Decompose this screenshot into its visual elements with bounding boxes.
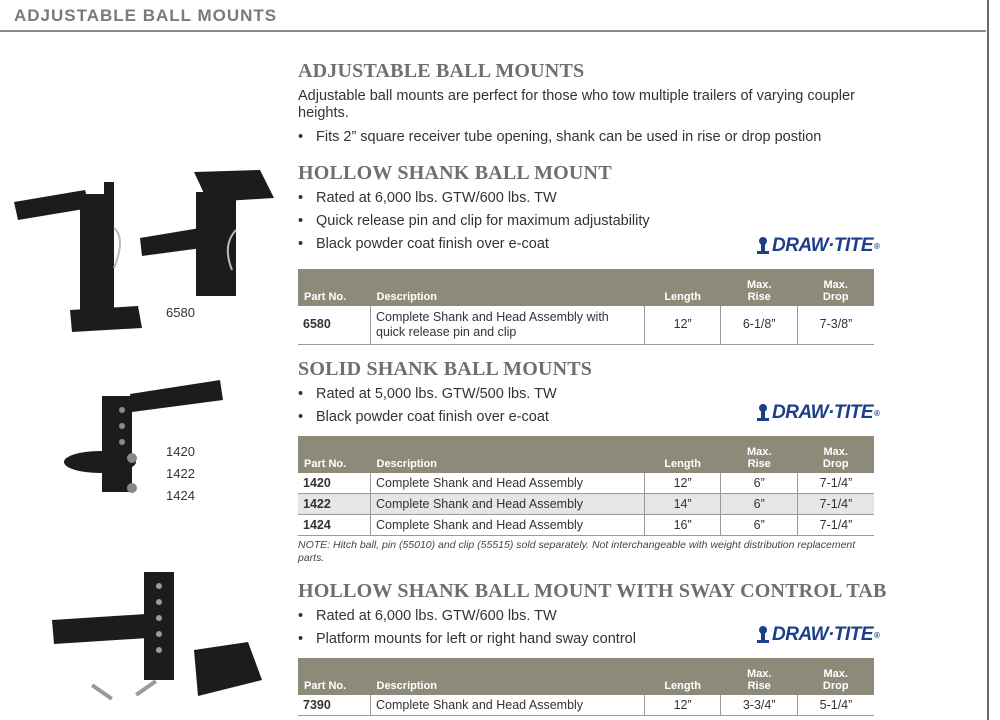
spec-table-sway	[298, 658, 874, 716]
image-labels-solid	[166, 441, 195, 507]
hitch-logo-icon	[756, 626, 770, 644]
product-image-1420	[60, 378, 230, 503]
page-header	[0, 0, 986, 32]
hitch-logo-icon	[756, 404, 770, 422]
col-header-part: Part No.	[298, 269, 371, 306]
col-header-rise: Max. Rise	[721, 658, 798, 695]
image-label-1420: 1420	[166, 444, 195, 459]
spec-table-hollow	[298, 269, 874, 345]
brand-logo: DRAW·TITE ®	[756, 400, 879, 426]
list-item: • Platform mounts for left or right hand sway control	[298, 631, 636, 647]
list-item: • Black powder coat finish over e-coat	[298, 236, 549, 252]
list-item: • Black powder coat finish over e-coat	[298, 409, 549, 425]
col-header-drop: Max. Drop	[797, 269, 874, 306]
page-header-title: ADJUSTABLE BALL MOUNTS	[14, 6, 278, 25]
list-item: • Quick release pin and clip for maximum adjustability	[298, 213, 650, 229]
col-header-desc: Description	[371, 269, 645, 306]
solid-bullets	[298, 383, 557, 429]
table-row: 1422 Complete Shank and Head Assembly 14” 6” 7-1/4”	[298, 494, 874, 515]
image-label-1424: 1424	[166, 488, 195, 503]
table-row: 7390 Complete Shank and Head Assembly 12” 3-3/4” 5-1/4”	[298, 695, 874, 716]
col-header-part: Part No.	[298, 658, 371, 695]
section-title-hollow: HOLLOW SHANK BALL MOUNT	[298, 162, 612, 184]
table-row: 1424 Complete Shank and Head Assembly 16” 6” 7-1/4”	[298, 515, 874, 536]
list-item: • Rated at 5,000 lbs. GTW/500 lbs. TW	[298, 386, 557, 402]
col-header-rise: Max. Rise	[721, 436, 798, 473]
table-row: 1420 Complete Shank and Head Assembly 12” 6” 7-1/4”	[298, 473, 874, 494]
col-header-drop: Max. Drop	[797, 436, 874, 473]
table-row: 6580 Complete Shank and Head Assembly with quick release pin and clip 12” 6-1/8” 7-3/8”	[298, 306, 874, 344]
col-header-length: Length	[644, 436, 721, 473]
section-title-sway: HOLLOW SHANK BALL MOUNT WITH SWAY CONTROL TAB	[298, 580, 887, 602]
hitch-logo-icon	[756, 237, 770, 255]
intro-bullets	[298, 126, 821, 149]
col-header-drop: Max. Drop	[797, 658, 874, 695]
brand-logo: DRAW·TITE ®	[756, 622, 879, 648]
intro-paragraph: Adjustable ball mounts are perfect for those who tow multiple trailers of varying coupler heights.	[298, 88, 855, 121]
col-header-rise: Max. Rise	[721, 269, 798, 306]
list-item: • Fits 2” square receiver tube opening, shank can be used in rise or drop postion	[298, 129, 822, 145]
list-item: • Rated at 6,000 lbs. GTW/600 lbs. TW	[298, 190, 557, 206]
sway-bullets	[298, 605, 636, 651]
page-edge-rule	[987, 0, 989, 720]
image-label-1422: 1422	[166, 466, 195, 481]
spec-table-solid	[298, 436, 874, 536]
brand-logo: DRAW·TITE ®	[756, 233, 879, 259]
product-image-7390	[48, 570, 270, 720]
col-header-length: Length	[644, 269, 721, 306]
hollow-bullets	[298, 187, 650, 256]
product-image-6580	[10, 160, 285, 335]
image-label-6580: 6580	[166, 305, 195, 320]
col-header-part: Part No.	[298, 436, 371, 473]
section-title-solid: SOLID SHANK BALL MOUNTS	[298, 358, 593, 380]
col-header-length: Length	[644, 658, 721, 695]
section-title-adjustable: ADJUSTABLE BALL MOUNTS	[298, 60, 585, 82]
col-header-desc: Description	[371, 658, 645, 695]
list-item: • Rated at 6,000 lbs. GTW/600 lbs. TW	[298, 608, 557, 624]
note-text: NOTE: Hitch ball, pin (55010) and clip (55515) sold separately. Not interchangeable with weight distribution replacement parts.	[298, 539, 856, 564]
col-header-desc: Description	[371, 436, 645, 473]
